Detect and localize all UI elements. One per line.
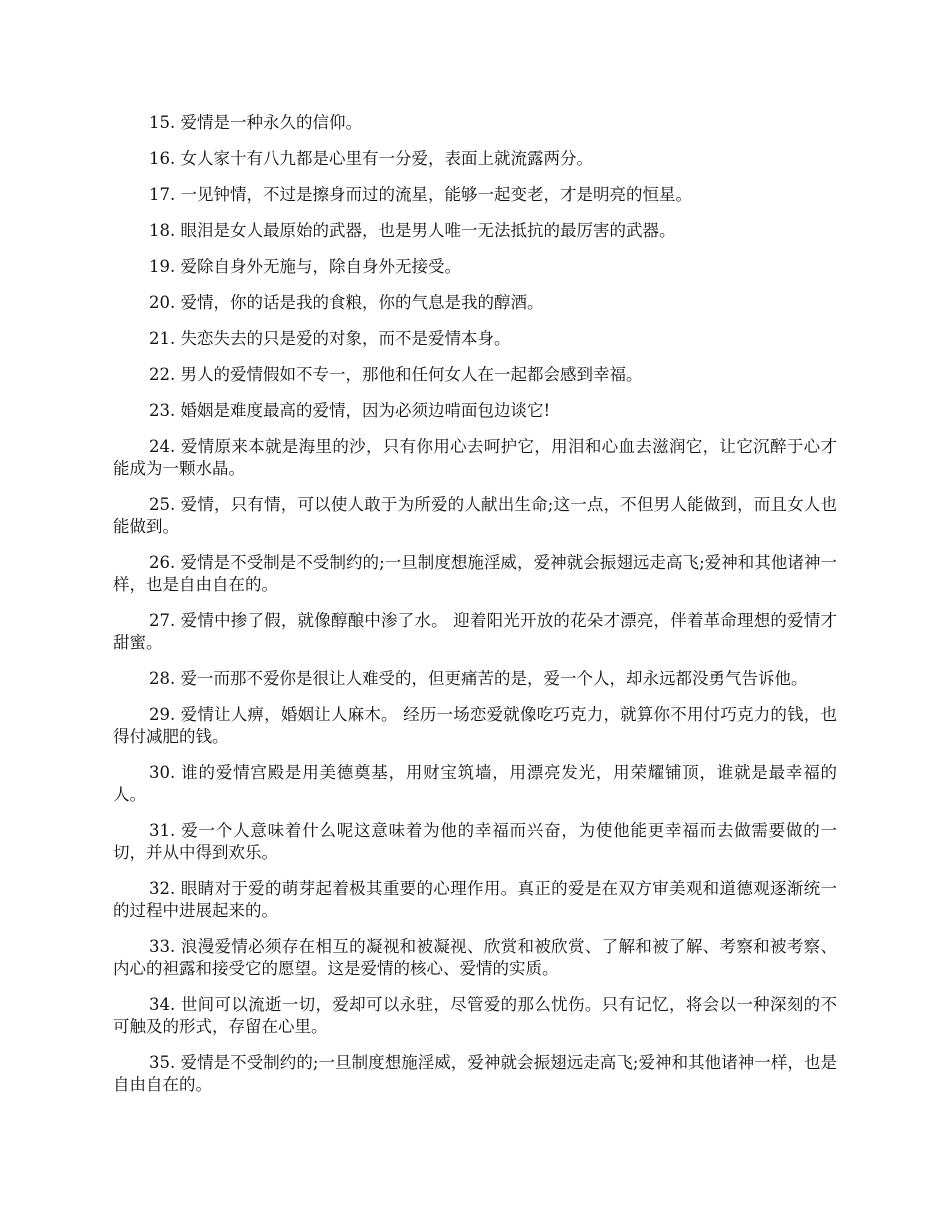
paragraph-34: 34. 世间可以流逝一切，爱却可以永驻，尽管爱的那么忧伤。只有记忆，将会以一种深刻的不可触及的形式，存留在心里。 <box>113 995 837 1036</box>
paragraph-24: 24. 爱情原来本就是海里的沙，只有你用心去呵护它，用泪和心血去滋润它，让它沉醉于心才能成为一颗水晶。 <box>113 437 837 478</box>
paragraph-35: 35. 爱情是不受制约的;一旦制度想施淫威，爱神就会振翅远走高飞;爱神和其他诸神一样，也是自由自在的。 <box>113 1053 837 1094</box>
paragraph-25: 25. 爱情，只有情，可以使人敢于为所爱的人献出生命;这一点，不但男人能做到，而且女人也能做到。 <box>113 495 837 536</box>
paragraph-27: 27. 爱情中掺了假，就像醇酿中渗了水。 迎着阳光开放的花朵才漂亮，伴着革命理想的爱情才甜蜜。 <box>113 611 837 652</box>
paragraph-16: 16. 女人家十有八九都是心里有一分爱，表面上就流露两分。 <box>149 149 593 168</box>
paragraph-30: 30. 谁的爱情宫殿是用美德奠基，用财宝筑墙，用漂亮发光，用荣耀铺顶，谁就是最幸福的人。 <box>113 763 837 804</box>
paragraph-31: 31. 爱一个人意味着什么呢这意味着为他的幸福而兴奋，为使他能更幸福而去做需要做的一切，并从中得到欢乐。 <box>113 821 837 862</box>
paragraph-29: 29. 爱情让人痹，婚姻让人麻木。 经历一场恋爱就像吃巧克力，就算你不用付巧克力的钱，也得付减肥的钱。 <box>113 705 837 746</box>
paragraph-17: 17. 一见钟情，不过是擦身而过的流星，能够一起变老，才是明亮的恒星。 <box>149 185 692 204</box>
paragraph-23: 23. 婚姻是难度最高的爱情，因为必须边啃面包边谈它! <box>149 401 551 420</box>
paragraph-33: 33. 浪漫爱情必须存在相互的凝视和被凝视、欣赏和被欣赏、了解和被了解、考察和被考察、内心的袒露和接受它的愿望。这是爱情的核心、爱情的实质。 <box>113 937 837 978</box>
paragraph-21: 21. 失恋失去的只是爱的对象，而不是爱情本身。 <box>149 329 511 348</box>
paragraph-15: 15. 爱情是一种永久的信仰。 <box>149 113 362 132</box>
paragraph-28: 28. 爱一而那不爱你是很让人难受的，但更痛苦的是，爱一个人，却永远都没勇气告诉他。 <box>149 669 808 688</box>
paragraph-20: 20. 爱情，你的话是我的食粮，你的气息是我的醇酒。 <box>149 293 544 312</box>
paragraph-22: 22. 男人的爱情假如不专一，那他和任何女人在一起都会感到幸福。 <box>149 365 643 384</box>
paragraph-26: 26. 爱情是不受制是不受制约的;一旦制度想施淫威，爱神就会振翅远走高飞;爱神和其他诸神一样，也是自由自在的。 <box>113 553 837 594</box>
paragraph-32: 32. 眼睛对于爱的萌芽起着极其重要的心理作用。真正的爱是在双方审美观和道德观逐渐统一的过程中进展起来的。 <box>113 879 837 920</box>
paragraph-18: 18. 眼泪是女人最原始的武器，也是男人唯一无法抵抗的最厉害的武器。 <box>149 221 676 240</box>
document-body <box>113 112 837 1096</box>
paragraph-19: 19. 爱除自身外无施与，除自身外无接受。 <box>149 257 461 276</box>
